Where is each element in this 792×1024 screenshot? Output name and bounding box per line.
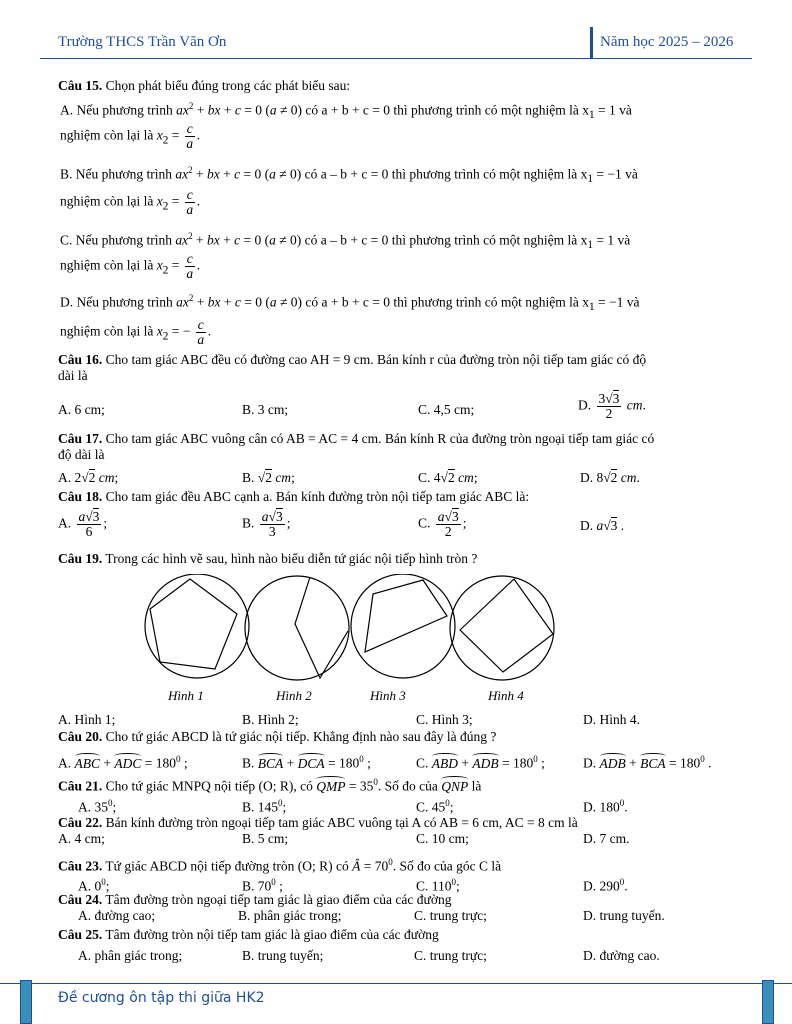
question-20-stem: Câu 20. Cho tứ giác ABCD là tứ giác nội tiếp. Khẳng định nào sau đây là đúng ? (58, 729, 497, 744)
q22-option-c: C. 10 cm; (416, 831, 469, 846)
figure-2-label: Hình 2 (276, 688, 312, 703)
q25-option-a: A. phân giác trong; (78, 948, 183, 963)
q23-option-b: B. $70^0$ ; (242, 877, 283, 894)
q19-option-a: A. Hình 1; (58, 712, 116, 727)
q25-option-d: D. đường cao. (583, 948, 660, 963)
q15-option-d-rest: nghiệm còn lại là $x_2$ = − $\frac{c}{a}$ . (60, 317, 212, 347)
question-22-stem: Câu 22. Bán kính đường tròn ngoại tiếp tam giác ABC vuông tại A có AB = 6 cm, AC = 8 cm là (58, 815, 578, 830)
q15-option-a-rest: nghiệm còn lại là $x_2$ = $\frac{c}{a}$ . (60, 121, 201, 151)
q17-option-b: B. √2 cm; (242, 470, 295, 485)
q20-option-c: C. ABD + ADB = $180^0$ ; (416, 754, 545, 771)
question-17-stem-2: độ dài là (58, 447, 105, 462)
q22-option-b: B. 5 cm; (242, 831, 289, 846)
q21-option-d: D. $180^0$. (583, 798, 628, 815)
figure-3-circle (351, 574, 455, 678)
question-15-stem: Câu 15. Chọn phát biểu đúng trong các phát biểu sau: (58, 78, 351, 93)
circle-figures (140, 574, 560, 704)
question-18-stem: Câu 18. Cho tam giác đều ABC cạnh a. Bán kính đường tròn nội tiếp tam giác ABC là: (58, 489, 530, 504)
q16-option-d: D. $\frac{3√3}{2}$ cm. (578, 391, 646, 421)
q18-option-b: B. $\frac{a√3}{3}$ ; (242, 509, 291, 539)
q16-option-c: C. 4,5 cm; (418, 402, 475, 417)
question-16-stem-2: dài là (58, 368, 88, 383)
q25-option-b: B. trung tuyến; (242, 948, 324, 963)
figure-4-label: Hình 4 (488, 688, 524, 703)
footer-right-bar (762, 980, 774, 1024)
q15-option-b: B. Nếu phương trình $ax^2$ + bx + c = 0 (a ≠ 0) có a – b + c = 0 thì phương trình có một nghiệm là $x_1 = -1$ và (60, 165, 638, 186)
header-rule (40, 58, 752, 59)
figure-3-polygon (365, 580, 447, 652)
school-name: Trường THCS Trần Văn Ơn (58, 34, 227, 50)
q18-option-d: D. a√3 . (580, 518, 625, 533)
figure-4-circle (450, 576, 554, 680)
figure-1-label: Hình 1 (168, 688, 204, 703)
q24-option-a: A. đường cao; (78, 908, 156, 923)
q15-option-c: C. Nếu phương trình $ax^2$ + bx + c = 0 (a ≠ 0) có a – b + c = 0 thì phương trình có một nghiệm là $x_1 = 1$ và (60, 231, 631, 252)
q16-option-b: B. 3 cm; (242, 402, 289, 417)
figure-4-polygon (460, 579, 553, 672)
question-25-stem: Câu 25. Tâm đường tròn nội tiếp tam giác là giao điểm của các đường (58, 927, 439, 942)
q24-option-d: D. trung tuyến. (583, 908, 665, 923)
question-21-stem: Câu 21. Cho tứ giác MNPQ nội tiếp (O; R), có QMP = $35^0$. Số đo của QNP là (58, 777, 482, 794)
q17-option-c: C. 4√2 cm; (418, 470, 478, 485)
q25-option-c: C. trung trực; (414, 948, 487, 963)
question-23-stem: Câu 23. Tứ giác ABCD nội tiếp đường tròn (O; R) có Â = $70^0$. Số đo của góc C là (58, 857, 502, 874)
question-24-stem: Câu 24. Tâm đường tròn ngoại tiếp tam giác là giao điểm của các đường (58, 892, 452, 907)
footer-rule (0, 983, 792, 984)
q19-option-c: C. Hình 3; (416, 712, 473, 727)
question-16-stem: Câu 16. Cho tam giác ABC đều có đường cao AH = 9 cm. Bán kính r của đường tròn nội tiếp tam giác có độ (58, 352, 647, 367)
q21-option-c: C. $45^0$; (416, 798, 454, 815)
figure-1-polygon (150, 579, 237, 669)
q19-option-d: D. Hình 4. (583, 712, 640, 727)
footer-title: Đề cương ôn tập thi giữa HK2 (58, 990, 265, 1006)
q23-option-d: D. $290^0$. (583, 877, 628, 894)
q19-option-b: B. Hình 2; (242, 712, 299, 727)
q17-option-a: A. 2√2 cm; (58, 470, 119, 485)
q16-option-a: A. 6 cm; (58, 402, 105, 417)
figure-3-label: Hình 3 (370, 688, 406, 703)
header-divider (590, 27, 593, 59)
q15-option-c-rest: nghiệm còn lại là $x_2$ = $\frac{c}{a}$ . (60, 251, 201, 281)
q15-option-b-rest: nghiệm còn lại là $x_2$ = $\frac{c}{a}$ . (60, 187, 201, 217)
q20-option-d: D. ADB + BCA = $180^0$ . (583, 754, 712, 771)
q15-option-d: D. Nếu phương trình $ax^2$ + bx + c = 0 (a ≠ 0) có a + b + c = 0 thì phương trình có một nghiệm là $x_1 = -1$ và (60, 293, 640, 314)
q23-option-c: C. $110^0$; (416, 877, 460, 894)
q21-option-a: A. $35^0$; (78, 798, 117, 815)
q24-option-b: B. phân giác trong; (238, 908, 342, 923)
q20-option-a: A. ABC + ADC = $180^0$ ; (58, 754, 188, 771)
figure-2-polygon (295, 577, 348, 678)
q18-option-c: C. $\frac{a√3}{2}$ ; (418, 509, 467, 539)
q17-option-d: D. 8√2 cm. (580, 470, 640, 485)
question-17-stem: Câu 17. Cho tam giác ABC vuông cân có AB = AC = 4 cm. Bán kính R của đường tròn ngoại tiếp tam giác có (58, 431, 655, 446)
q22-option-d: D. 7 cm. (583, 831, 630, 846)
question-19-stem: Câu 19. Trong các hình vẽ sau, hình nào biểu diễn tứ giác nội tiếp hình tròn ? (58, 551, 478, 566)
q24-option-c: C. trung trực; (414, 908, 487, 923)
school-year: Năm học 2025 – 2026 (600, 34, 734, 50)
q20-option-b: B. BCA + DCA = $180^0$ ; (242, 754, 371, 771)
footer-left-bar (20, 980, 32, 1024)
q21-option-b: B. $145^0$; (242, 798, 287, 815)
q22-option-a: A. 4 cm; (58, 831, 105, 846)
q15-option-a: A. Nếu phương trình $ax^2$ + bx + c = 0 (a ≠ 0) có a + b + c = 0 thì phương trình có một nghiệm là $x_1 = 1$ và (60, 101, 632, 122)
q23-option-a: A. $0^0$; (78, 877, 110, 894)
q18-option-a: A. $\frac{a√3}{6}$ ; (58, 509, 108, 539)
